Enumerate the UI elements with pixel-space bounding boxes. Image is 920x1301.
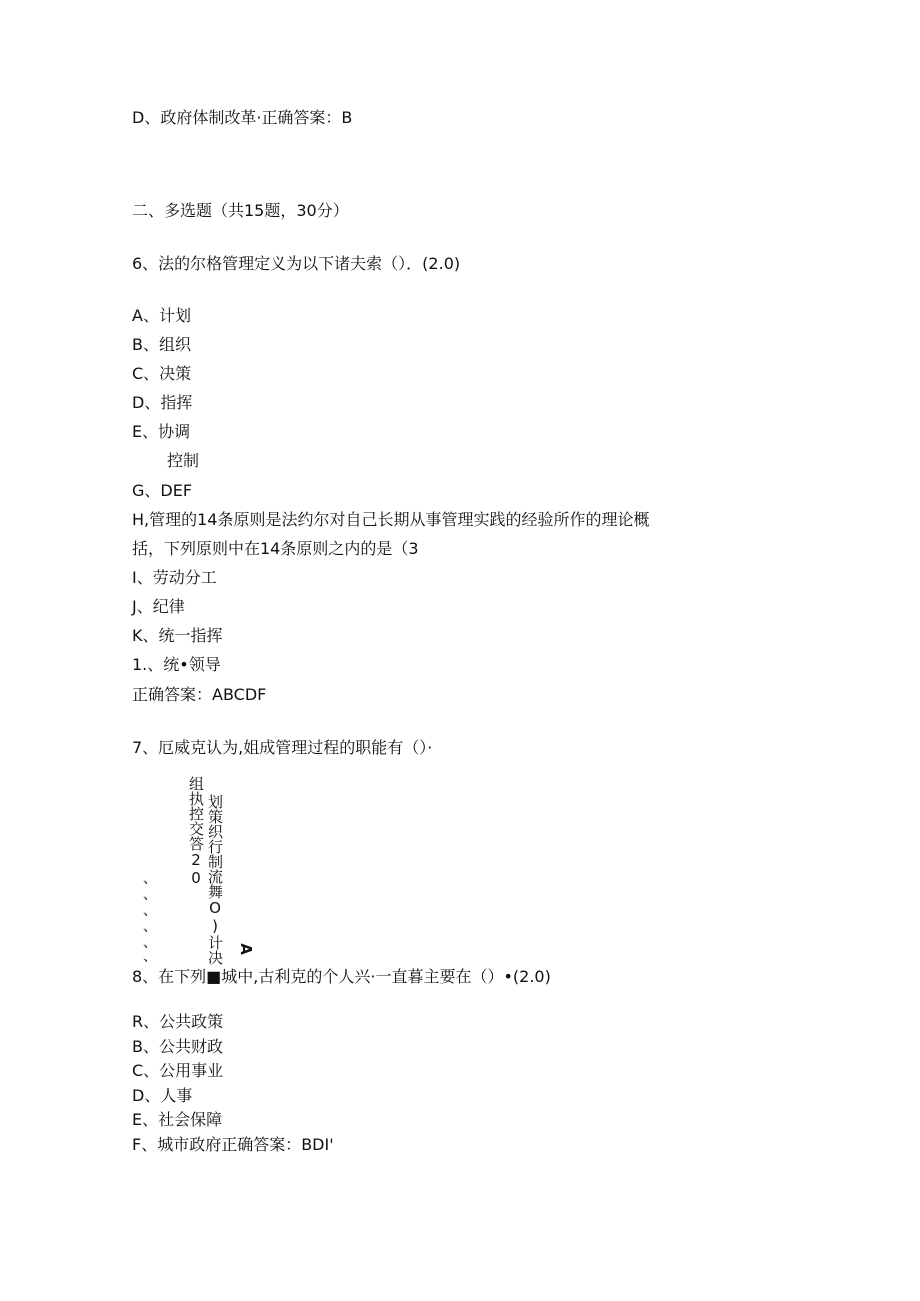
question-6-answer-fragment: G、DEF <box>132 481 193 500</box>
question-8-option-b: B、公共财政 <box>132 1037 223 1056</box>
question-6-stem: 6、法的尔格管理定义为以下诸夫索（）．(2.0) <box>132 254 461 273</box>
question-h-stem-line-2: 括，下列原则中在14条原则之内的是（3 <box>132 539 419 558</box>
question-7-stem: 7、厄威克认为,姐成管理过程的职能有（）· <box>132 738 433 757</box>
question-8-option-r: R、公共政策 <box>132 1012 224 1031</box>
question-6-option-d: D、指挥 <box>132 393 193 412</box>
question-h-option-i: I、劳动分工 <box>132 568 217 587</box>
garbled-comma-mark: 、 <box>143 871 157 887</box>
garbled-comma-mark: 、 <box>143 949 157 965</box>
question-8-option-e: E、社会保障 <box>132 1110 223 1129</box>
section-heading-multiple-choice: 二、多选题（共15题，30分） <box>132 201 349 220</box>
garbled-vertical-text-column-1: 组执控交答20 <box>187 776 205 887</box>
question-6-option-c: C、决策 <box>132 364 192 383</box>
garbled-comma-mark: 、 <box>143 887 157 903</box>
question-5-option-d-answer: D、政府体制改革·正确答案：B <box>132 108 353 127</box>
garbled-comma-mark: 、 <box>143 919 157 935</box>
garbled-comma-mark: 、 <box>143 903 157 919</box>
garbled-vertical-text-column-2: 划策织行制流舞O)计决 <box>206 794 224 965</box>
question-8-option-d: D、人事 <box>132 1086 193 1105</box>
question-h-option-j: J、纪律 <box>132 597 185 616</box>
question-6-option-b: B、组织 <box>132 335 191 354</box>
question-6-option-a: A、计划 <box>132 306 191 325</box>
question-8-option-c: C、公用事业 <box>132 1061 224 1080</box>
question-h-option-k: K、统一指挥 <box>132 626 223 645</box>
garbled-comma-mark: 、 <box>143 935 157 951</box>
question-6-option-e: E、协调 <box>132 422 191 441</box>
question-h-correct-answer: 正确答案：ABCDF <box>132 685 267 704</box>
question-8-stem: 8、在下列■城中,古利克的个人兴·一直暮主要在（）•(2.0) <box>132 967 551 986</box>
question-6-option-f: 控制 <box>167 451 200 470</box>
garbled-rotated-letter: A <box>236 943 255 955</box>
question-8-option-f-answer: F、城市政府正确答案：BDI' <box>132 1135 334 1154</box>
question-h-stem-line-1: H,管理的14条原则是法约尔对自己长期从事管理实践的经验所作的理论概 <box>132 510 650 529</box>
question-h-option-l: 1.、统•领导 <box>132 655 221 674</box>
